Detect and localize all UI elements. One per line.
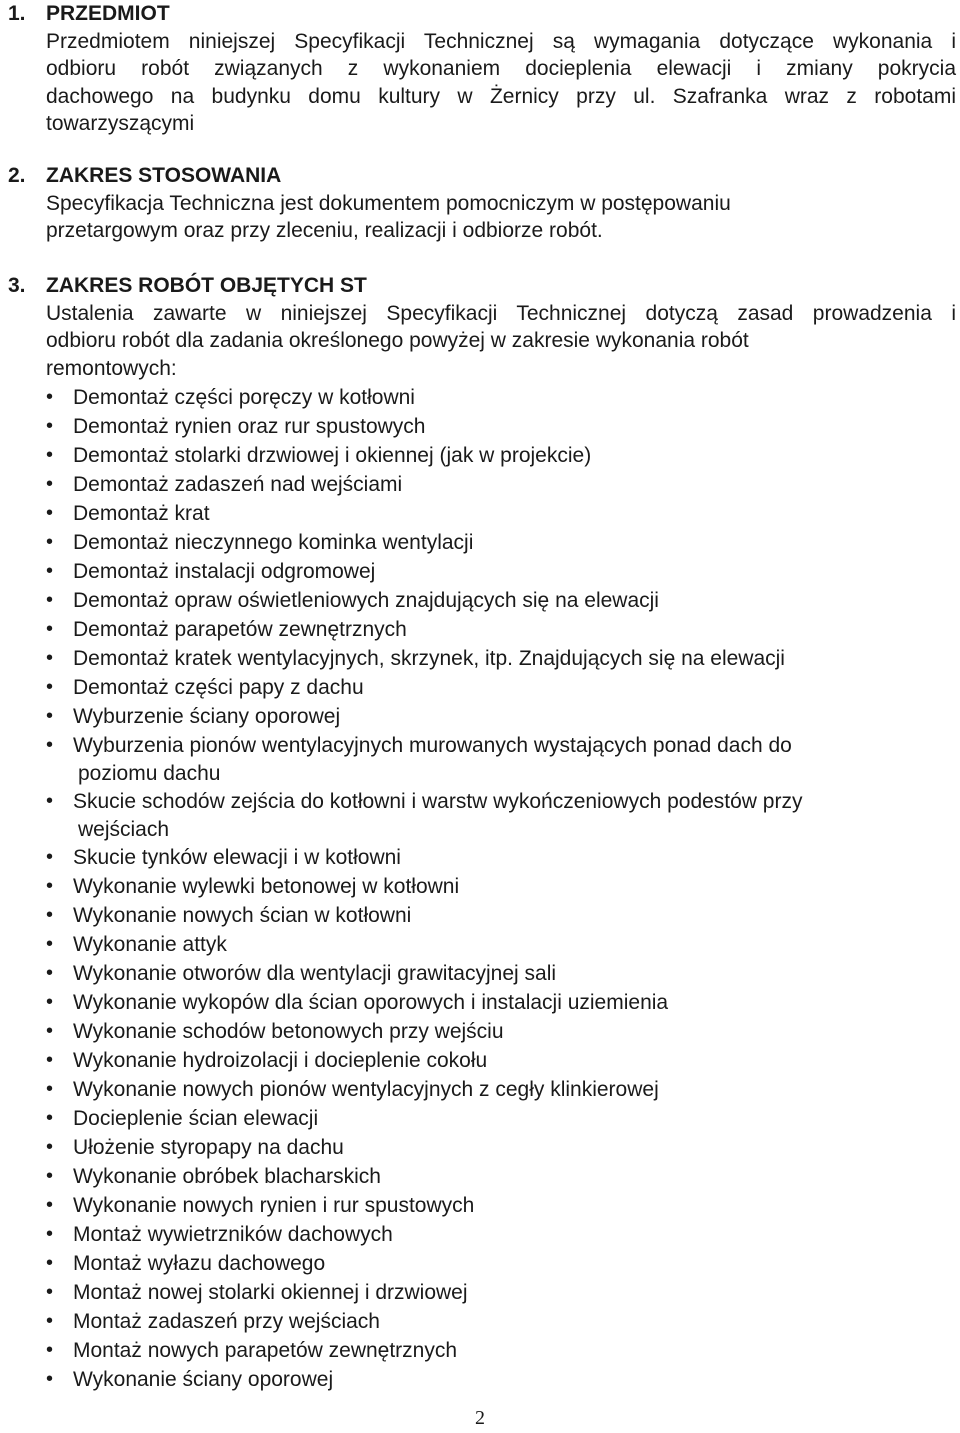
bullet-icon: • <box>46 647 54 669</box>
list-item-text: Wykonanie attyk <box>73 933 227 956</box>
section-heading <box>0 272 960 300</box>
list-item <box>0 732 960 788</box>
bullet-icon: • <box>46 560 54 582</box>
list-item-text: Wykonanie nowych ścian w kotłowni <box>73 904 412 927</box>
list-item-text: Wykonanie otworów dla wentylacji grawitacyjnej sali <box>73 962 557 985</box>
list-item-text: Demontaż instalacji odgromowej <box>73 560 376 583</box>
list-item-text: Docieplenie ścian elewacji <box>73 1107 319 1130</box>
list-item <box>0 1134 960 1163</box>
section-paragraph <box>46 190 956 245</box>
section-przedmiot <box>0 0 960 138</box>
list-item-continuation: poziomu dachu <box>78 761 221 785</box>
section-title: PRZEDMIOT <box>46 2 170 25</box>
list-item-text: Wykonanie wykopów dla ścian oporowych i instalacji uziemienia <box>73 991 669 1014</box>
bullet-icon: • <box>46 618 54 640</box>
list-item <box>0 413 960 442</box>
list-item <box>0 1163 960 1192</box>
paragraph-line: odbioru robót związanych z wykonaniem docieplenia elewacji i zmiany pokrycia <box>46 57 956 80</box>
section-heading <box>0 0 960 28</box>
bullet-icon: • <box>46 589 54 611</box>
section-title: ZAKRES STOSOWANIA <box>46 164 282 187</box>
list-item <box>0 1192 960 1221</box>
list-item-text: Demontaż nieczynnego kominka wentylacji <box>73 531 474 554</box>
paragraph-line: towarzyszącymi <box>46 112 195 135</box>
bullet-icon: • <box>46 904 54 926</box>
page-number: 2 <box>475 1407 485 1429</box>
list-item-text: Demontaż zadaszeń nad wejściami <box>73 473 403 496</box>
bullet-icon: • <box>46 444 54 466</box>
list-item <box>0 529 960 558</box>
paragraph-line: remontowych: <box>46 356 177 380</box>
list-item-text: Demontaż krat <box>73 502 210 525</box>
list-item-text: Wykonanie hydroizolacji i docieplenie cokołu <box>73 1049 488 1072</box>
list-item <box>0 703 960 732</box>
list-item-text: Demontaż stolarki drzwiowej i okiennej (jak w projekcie) <box>73 444 592 467</box>
bullet-icon: • <box>46 1049 54 1071</box>
bullet-icon: • <box>46 502 54 524</box>
list-item <box>0 1279 960 1308</box>
bullet-icon: • <box>46 962 54 984</box>
bullet-icon: • <box>46 991 54 1013</box>
bullet-icon: • <box>46 1310 54 1332</box>
paragraph-line: dachowego na budynku domu kultury w Żernicy przy ul. Szafranka wraz z robotami <box>46 84 956 108</box>
list-item-text: Demontaż części poręczy w kotłowni <box>73 386 415 409</box>
bullet-icon: • <box>46 415 54 437</box>
list-item <box>0 558 960 587</box>
bullet-icon: • <box>46 734 54 756</box>
list-item <box>0 873 960 902</box>
list-item <box>0 1105 960 1134</box>
list-item <box>0 471 960 500</box>
list-item <box>0 844 960 873</box>
bullet-icon: • <box>46 1194 54 1216</box>
bullet-icon: • <box>46 1339 54 1361</box>
list-item <box>0 616 960 645</box>
bullet-icon: • <box>46 1020 54 1042</box>
paragraph-line: Przedmiotem niniejszej Specyfikacji Technicznej są wymagania dotyczące wykonania i <box>46 29 956 53</box>
list-item-text: Montaż wyłazu dachowego <box>73 1252 326 1275</box>
list-item-text: Montaż zadaszeń przy wejściach <box>73 1310 380 1333</box>
list-item <box>0 1250 960 1279</box>
list-item-text: Skucie tynków elewacji i w kotłowni <box>73 846 401 869</box>
section-zakres-stosowania <box>0 162 960 245</box>
bullet-icon: • <box>46 705 54 727</box>
list-item-text: Wykonanie nowych pionów wentylacyjnych z cegły klinkierowej <box>73 1078 659 1101</box>
list-item-text: Montaż wywietrzników dachowych <box>73 1223 393 1246</box>
paragraph-line: Ustalenia zawarte w niniejszej Specyfikacji Technicznej dotyczą zasad prowadzenia i <box>46 301 956 325</box>
list-item <box>0 960 960 989</box>
section-number: 1. <box>8 2 26 25</box>
bullet-icon: • <box>46 846 54 868</box>
section-paragraph <box>46 28 956 138</box>
bullet-icon: • <box>46 1368 54 1390</box>
list-item <box>0 645 960 674</box>
bullet-icon: • <box>46 1107 54 1129</box>
list-item <box>0 384 960 413</box>
bullet-icon: • <box>46 531 54 553</box>
list-item-text: Wyburzenie ściany oporowej <box>73 705 341 728</box>
list-item-text: Demontaż opraw oświetleniowych znajdujących się na elewacji <box>73 589 659 612</box>
bullet-icon: • <box>46 1223 54 1245</box>
list-item-text: Wykonanie ściany oporowej <box>73 1368 334 1391</box>
list-item <box>0 788 960 844</box>
list-item <box>0 1221 960 1250</box>
section-paragraph <box>46 300 956 383</box>
works-list-container <box>0 384 960 1395</box>
list-item <box>0 1076 960 1105</box>
paragraph-line: Specyfikacja Techniczna jest dokumentem pomocniczym w postępowaniu <box>46 191 731 215</box>
list-item <box>0 1337 960 1366</box>
list-item-text: Wyburzenia pionów wentylacyjnych murowanych wystających ponad dach do <box>73 734 792 757</box>
list-item-text: Ułożenie styropapy na dachu <box>73 1136 344 1159</box>
list-item-text: Demontaż części papy z dachu <box>73 676 364 699</box>
bullet-icon: • <box>46 473 54 495</box>
list-item <box>0 500 960 529</box>
list-item <box>0 587 960 616</box>
list-item <box>0 1018 960 1047</box>
list-item <box>0 902 960 931</box>
list-item-text: Wykonanie schodów betonowych przy wejściu <box>73 1020 504 1043</box>
section-title: ZAKRES ROBÓT OBJĘTYCH ST <box>46 274 367 297</box>
bullet-icon: • <box>46 875 54 897</box>
list-item-text: Demontaż rynien oraz rur spustowych <box>73 415 426 438</box>
section-number: 2. <box>8 164 26 187</box>
list-item <box>0 1308 960 1337</box>
bullet-icon: • <box>46 790 54 812</box>
bullet-icon: • <box>46 1165 54 1187</box>
bullet-icon: • <box>46 1136 54 1158</box>
list-item-text: Demontaż kratek wentylacyjnych, skrzynek, itp. Znajdujących się na elewacji <box>73 647 785 670</box>
bullet-icon: • <box>46 933 54 955</box>
list-item <box>0 1047 960 1076</box>
works-list <box>0 384 960 1395</box>
section-zakres-robot <box>0 272 960 382</box>
bullet-icon: • <box>46 386 54 408</box>
list-item-text: Wykonanie nowych rynien i rur spustowych <box>73 1194 475 1217</box>
list-item <box>0 989 960 1018</box>
paragraph-line: przetargowym oraz przy zleceniu, realizacji i odbiorze robót. <box>46 219 603 242</box>
list-item-continuation: wejściach <box>78 817 170 841</box>
list-item-text: Wykonanie wylewki betonowej w kotłowni <box>73 875 460 898</box>
list-item-text: Skucie schodów zejścia do kotłowni i warstw wykończeniowych podestów przy <box>73 790 803 813</box>
section-heading <box>0 162 960 190</box>
section-number: 3. <box>8 274 26 297</box>
list-item-text: Montaż nowej stolarki okiennej i drzwiowej <box>73 1281 468 1304</box>
list-item <box>0 931 960 960</box>
list-item <box>0 1366 960 1395</box>
list-item <box>0 674 960 703</box>
list-item-text: Demontaż parapetów zewnętrznych <box>73 618 407 641</box>
list-item <box>0 442 960 471</box>
bullet-icon: • <box>46 1252 54 1274</box>
bullet-icon: • <box>46 1281 54 1303</box>
bullet-icon: • <box>46 676 54 698</box>
list-item-text: Wykonanie obróbek blacharskich <box>73 1165 381 1188</box>
bullet-icon: • <box>46 1078 54 1100</box>
list-item-text: Montaż nowych parapetów zewnętrznych <box>73 1339 458 1362</box>
paragraph-line: odbioru robót dla zadania określonego powyżej w zakresie wykonania robót <box>46 329 749 352</box>
